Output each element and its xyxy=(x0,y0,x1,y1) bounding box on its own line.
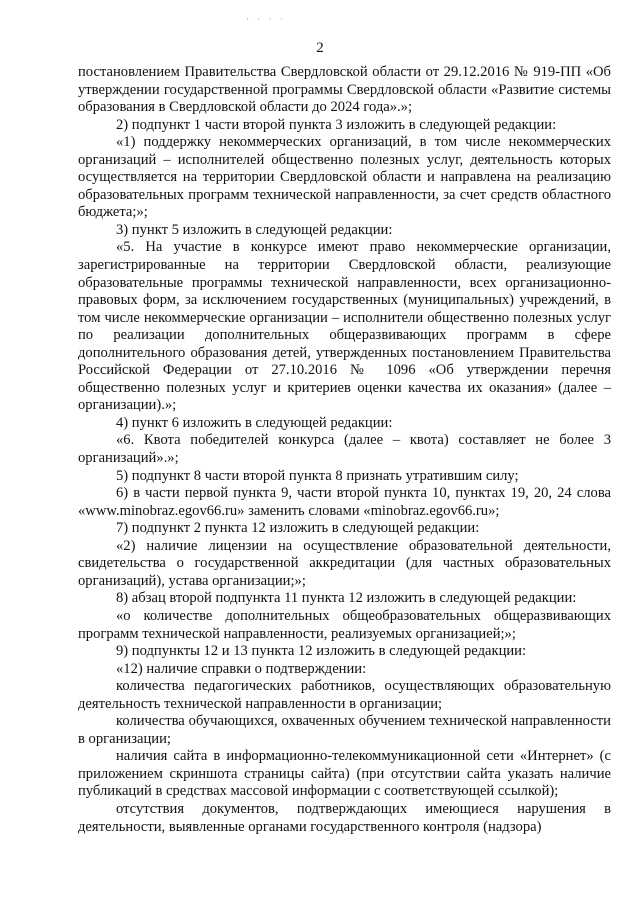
page-number: 2 xyxy=(316,40,324,56)
paragraph: «12) наличие справки о подтверждении: xyxy=(116,660,367,677)
paragraph: 3) пункт 5 изложить в следующей редакции: xyxy=(116,221,393,238)
paragraph: наличия сайта в информационно-телекоммуникационной сети «Интернет» (с приложением скриншота страницы сайта) (при отсутствии сайта указать наличие публикаций в средствах массовой информации с соответствующей ссылкой); xyxy=(78,748,611,800)
paragraph: 5) подпункт 8 части второй пункта 8 признать утратившим силу; xyxy=(116,467,519,484)
paragraph: отсутствия документов, подтверждающих имеющиеся нарушения в деятельности, выявленные органами государственного контроля (надзора) xyxy=(78,800,611,835)
paragraph: 6) в части первой пункта 9, части второй пункта 10, пунктах 19, 20, 24 слова «www.minobraz.egov66.ru» заменить словами «minobraz.egov66.ru»; xyxy=(78,485,611,519)
paragraph: постановлением Правительства Свердловской области от 29.12.2016 № 919-ПП «Об утверждении государственной программы Свердловской области «Развитие системы образования в Свердловской области до 2024 года».»; xyxy=(78,64,611,116)
scan-mark: · · · · xyxy=(246,14,286,24)
paragraph: 2) подпункт 1 части второй пункта 3 изложить в следующей редакции: xyxy=(116,116,557,133)
paragraph: количества педагогических работников, осуществляющих образовательную деятельность технической направленности в организации; xyxy=(78,678,611,712)
paragraph: «6. Квота победителей конкурса (далее – квота) составляет не более 3 организаций».»; xyxy=(78,432,611,467)
paragraph: «о количестве дополнительных общеобразовательных общеразвивающих программ технической направленности, реализуемых организацией;»; xyxy=(78,607,611,642)
paragraph: «1) поддержку некоммерческих организаций, в том числе некоммерческих организаций – исполнителей общественно полезных услуг, деятельность которых осуществляется на территории Свердловской области и направлена на реализацию образовательных программ технической направленности, за счет средств областного бюджета;»; xyxy=(78,134,611,221)
paragraph: «5. На участие в конкурсе имеют право некоммерческие организации, зарегистрированные на территории Свердловской области, реализующие образовательные программы технической направленности, всех организационно-правовых форм, за исключением государственных (муниципальных) учреждений, в том числе некоммерческие организации – исполнители общественно полезных услуг по реализации дополнительных общеразвивающих программ в сфере дополнительного образования детей, утвержденных постановлением Правительства Российской Федерации от 27.10.2016 № 1096 «Об утверждении перечня общественно полезных услуг и критериев оценки качества их оказания» (далее – организации).»; xyxy=(78,239,611,414)
paragraph: 4) пункт 6 изложить в следующей редакции: xyxy=(116,414,393,431)
paragraph: 8) абзац второй подпункта 11 пункта 12 изложить в следующей редакции: xyxy=(116,590,577,607)
paragraph: 7) подпункт 2 пункта 12 изложить в следующей редакции: xyxy=(116,520,480,537)
document-body xyxy=(78,64,611,836)
paragraph: количества обучающихся, охваченных обучением технической направленности в организации; xyxy=(78,713,611,747)
paragraph: 9) подпункты 12 и 13 пункта 12 изложить в следующей редакции: xyxy=(116,643,527,660)
paragraph: «2) наличие лицензии на осуществление образовательной деятельности, свидетельства о государственной аккредитации (для частных образовательных организаций), устава организации;»; xyxy=(78,537,611,589)
